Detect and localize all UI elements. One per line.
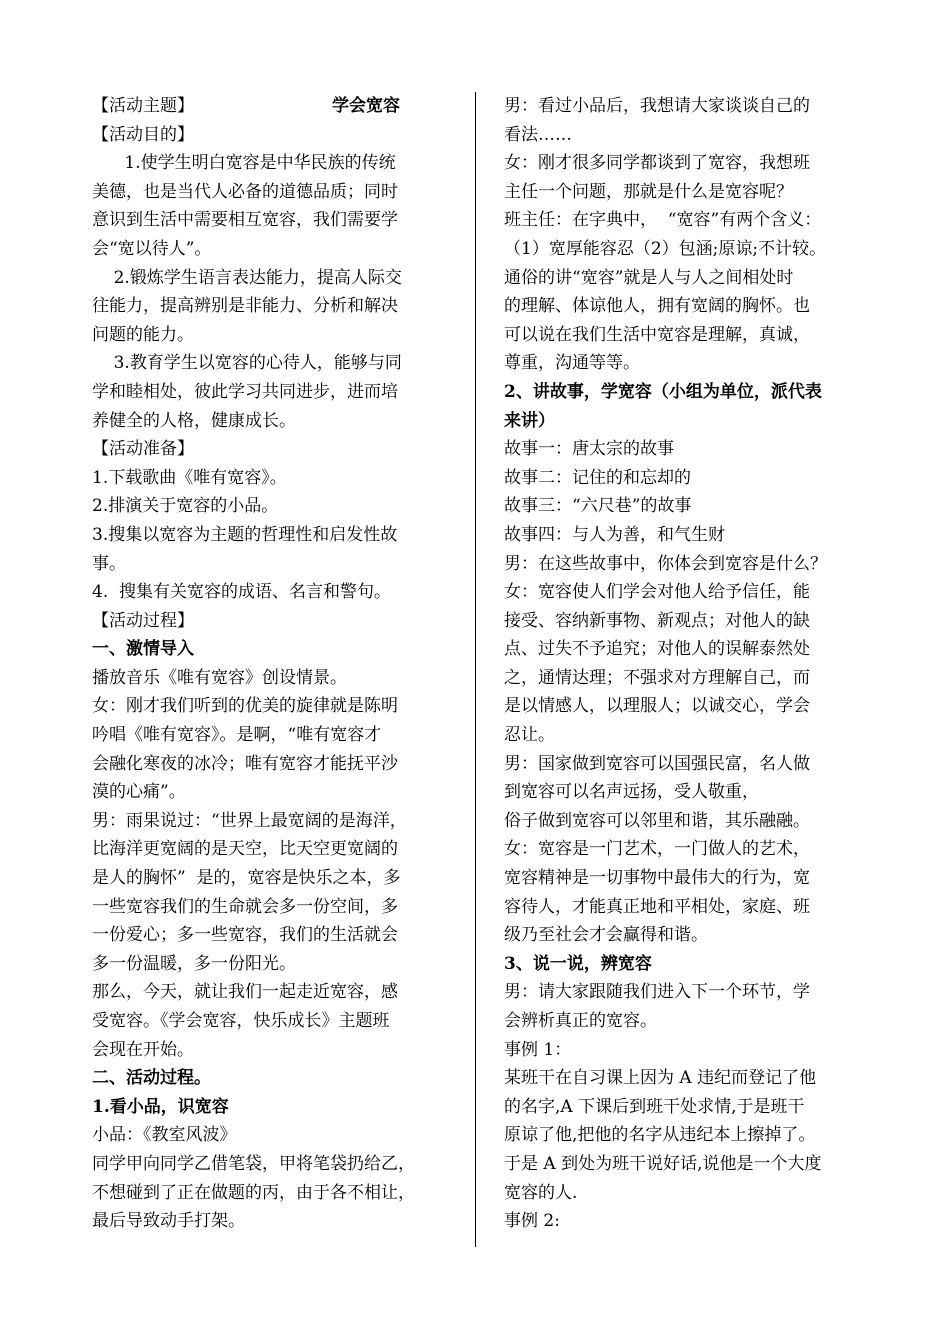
text-line: 意识到生活中需要相互宽容，我们需要学 [92, 210, 398, 231]
text-line: 女：宽容使人们学会对他人给予信任，能 [504, 582, 810, 603]
text-line: 2.排演关于宽容的小品。 [92, 496, 279, 517]
text-line: 于是 A 到处为班干说好话,说他是一个大度 [504, 1153, 822, 1174]
text-line: 接受、容纳新事物、新观点；对他人的缺 [504, 610, 810, 631]
text-line: 女：刚才我们听到的优美的旋律就是陈明 [92, 696, 398, 717]
text-line: 原谅了他,把他的名字从违纪本上擦掉了。 [504, 1125, 816, 1146]
text-line: 吟唱《唯有宽容》。是啊，“唯有宽容才 [92, 725, 382, 746]
text-line: 通俗的讲“宽容”就是人与人之间相处时 [504, 267, 794, 288]
text-line: 事例 2: [504, 1211, 560, 1232]
text-line: 1.使学生明白宽容是中华民族的传统 [92, 153, 396, 174]
text-line: 宽容精神是一切事物中最伟大的行为，宽 [504, 868, 810, 889]
text-line: 3.教育学生以宽容的心待人，能够与同 [92, 353, 402, 374]
text-line: 多一份温暖，多一份阳光。 [92, 953, 296, 974]
text-line: 学和睦相处，彼此学习共同进步，进而培 [92, 381, 398, 402]
text-line: 会现在开始。 [92, 1039, 194, 1060]
text-line: 看法…… [504, 124, 572, 145]
text-line: 的名字,A 下课后到班干处求情,于是班干 [504, 1096, 805, 1117]
text-line: 主任一个问题，那就是什么是宽容呢？ [504, 181, 793, 202]
text-line: 比海洋更宽阔的是天空，比天空更宽阔的 [92, 839, 398, 860]
text-line: 养健全的人格，健康成长。 [92, 410, 296, 431]
section-heading: 来讲） [504, 410, 555, 431]
text-line: 不想碰到了正在做题的丙，由于各不相让， [92, 1182, 415, 1203]
text-line: （1）宽厚能容忍（2）包涵;原谅;不计较。 [504, 238, 827, 259]
text-line: 宽容的人. [504, 1182, 578, 1203]
text-line: 一份爱心；多一些宽容，我们的生活就会 [92, 925, 398, 946]
text-line: 级乃至社会才会赢得和谐。 [504, 925, 708, 946]
text-line: 事例 1： [504, 1039, 572, 1060]
text-line: 男：雨果说过：“世界上最宽阔的是海洋， [92, 810, 407, 831]
text-line: 容待人，才能真正地和平相处，家庭、班 [504, 896, 810, 917]
text-line: 是人的胸怀” 是的，宽容是快乐之本，多 [92, 868, 401, 889]
text-line: 尊重，沟通等等。 [504, 353, 640, 374]
text-line: 是以情感人，以理服人；以诚交心，学会 [504, 696, 810, 717]
text-line: 男：国家做到宽容可以国强民富，名人做 [504, 753, 810, 774]
text-line: 一些宽容我们的生命就会多一份空间，多 [92, 896, 398, 917]
text-line: 会融化寒夜的冰冷；唯有宽容才能抚平沙 [92, 753, 398, 774]
text-line: 故事三：“六尺巷”的故事 [504, 496, 692, 517]
text-line: 同学甲向同学乙借笔袋，甲将笔袋扔给乙， [92, 1153, 415, 1174]
text-line: 1.下载歌曲《唯有宽容》。 [92, 467, 287, 488]
text-line: 受宽容。《学会宽容，快乐成长》主题班 [92, 1011, 390, 1031]
section-heading: 2、讲故事，学宽容（小组为单位，派代表 [504, 381, 822, 402]
text-line: 美德，也是当代人必备的道德品质；同时 [92, 181, 398, 202]
title-row [92, 92, 448, 121]
left-column [92, 92, 448, 1236]
text-line: 女：刚才很多同学都谈到了宽容，我想班 [504, 153, 810, 174]
text-line: 会“宽以待人”。 [92, 238, 212, 259]
text-line: 2.锻炼学生语言表达能力，提高人际交 [92, 267, 402, 288]
text-line: 可以说在我们生活中宽容是理解，真诚， [504, 324, 810, 345]
text-line: 3.搜集以宽容为主题的哲理性和启发性故 [92, 524, 398, 545]
text-line: 会辨析真正的宽容。 [504, 1011, 657, 1031]
text-line: 漠的心痛”。 [92, 782, 186, 803]
section-heading: 3、说一说，辨宽容 [504, 953, 652, 974]
text-line: 【活动目的】 [92, 124, 194, 145]
text-line: 忍让。 [504, 725, 555, 746]
title-label: 【活动主题】 [92, 96, 194, 116]
section-heading: 二、活动过程。 [92, 1068, 211, 1089]
text-line: 之，通情达理；不强求对方理解自己，而 [504, 667, 810, 688]
text-line: 故事二：记住的和忘却的 [504, 467, 691, 488]
column-divider [475, 92, 476, 1247]
text-line: 播放音乐《唯有宽容》创设情景。 [92, 667, 347, 688]
text-line: 点、过失不予追究；对他人的误解泰然处 [504, 639, 810, 660]
text-line: 男：在这些故事中，你体会到宽容是什么？ [504, 553, 827, 574]
text-line: 到宽容可以名声远扬，受人敬重， [504, 782, 759, 803]
text-line: 事。 [92, 553, 126, 574]
text-line: 俗子做到宽容可以邻里和谐，其乐融融。 [504, 810, 810, 831]
text-line: 女：宽容是一门艺术，一门做人的艺术， [504, 839, 810, 860]
text-line: 最后导致动手打架。 [92, 1211, 245, 1232]
text-line: 4. 搜集有关宽容的成语、名言和警句。 [92, 582, 392, 603]
section-heading: 一、激情导入 [92, 639, 194, 660]
text-line: 那么，今天，就让我们一起走近宽容，感 [92, 982, 398, 1003]
section-heading: 1.看小品，识宽容 [92, 1096, 229, 1117]
text-line: 某班干在自习课上因为 A 违纪而登记了他 [504, 1068, 817, 1089]
text-line: 故事四：与人为善，和气生财 [504, 524, 725, 545]
text-line: 问题的能力。 [92, 324, 194, 345]
text-line: 故事一：唐太宗的故事 [504, 439, 674, 460]
text-line: 【活动过程】 [92, 610, 194, 631]
text-line: 男：请大家跟随我们进入下一个环节，学 [504, 982, 810, 1003]
right-column [504, 92, 866, 1236]
text-line: 小品：《教室风波》 [92, 1125, 237, 1146]
text-line: 的理解、体谅他人，拥有宽阔的胸怀。也 [504, 296, 810, 317]
text-line: 班主任：在字典中， “宽容”有两个含义： [504, 210, 822, 231]
text-line: 男：看过小品后，我想请大家谈谈自己的 [504, 96, 810, 116]
text-line: 【活动准备】 [92, 439, 194, 460]
page-title: 学会宽容 [332, 96, 400, 116]
text-line: 往能力，提高辨别是非能力、分析和解决 [92, 296, 398, 317]
